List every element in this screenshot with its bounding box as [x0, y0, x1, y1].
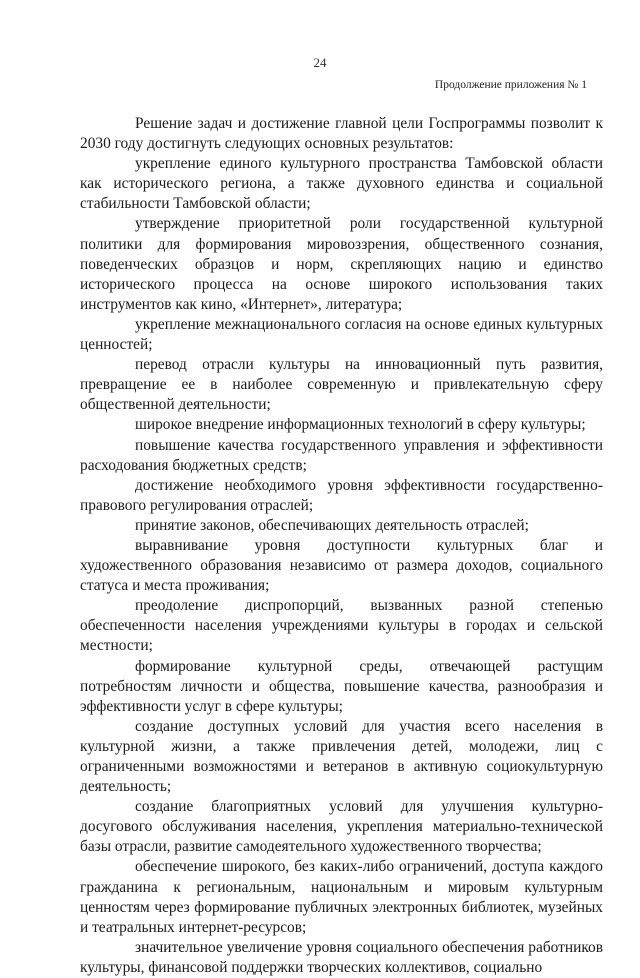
paragraph-result: преодоление диспропорций, вызванных разной степенью обеспеченности населения учреждениями культуры в городах и сельской местности; — [80, 597, 603, 655]
paragraph-result: достижение необходимого уровня эффективности государственно-правового регулирования отраслей; — [80, 476, 603, 514]
paragraph-result: утверждение приоритетной роли государственной культурной политики для формирования мировоззрения, общественного сознания, поведенческих образцов и норм, скрепляющих нацию и единство исторического процесса на основе широкого использования таких инструментов как кино, «Интернет», литература; — [80, 215, 603, 313]
paragraph-result: перевод отрасли культуры на инновационный путь развития, превращение ее в наиболее современную и привлекательную сферу общественной деятельности; — [80, 356, 603, 414]
paragraph-result: укрепление единого культурного пространства Тамбовской области как исторического региона, а также духовного единства и социальной стабильности Тамбовской области; — [80, 155, 603, 213]
paragraph-intro: Решение задач и достижение главной цели Госпрограммы позволит к 2030 году достигнуть следующих основных результатов: — [80, 115, 603, 153]
paragraph-result: выравнивание уровня доступности культурных благ и художественного образования независимо от размера доходов, социального статуса и места проживания; — [80, 536, 603, 595]
paragraph-result: значительное увеличение уровня социального обеспечения работников культуры, финансовой поддержки творческих коллективов, социально — [80, 938, 603, 976]
paragraph-result: создание доступных условий для участия всего населения в культурной жизни, а также привлечения детей, молодежи, лиц с ограниченными возможностями и ветеранов в активную социокультурную деятельность; — [80, 717, 603, 796]
paragraph-result: формирование культурной среды, отвечающей растущим потребностям личности и общества, повышение качества, разнообразия и эффективности услуг в сфере культуры; — [80, 657, 603, 715]
paragraph-result: повышение качества государственного управления и эффективности расходования бюджетных средств; — [80, 436, 603, 474]
page-number: 24 — [313, 55, 327, 70]
paragraph-result: обеспечение широкого, без каких-либо ограничений, доступа каждого гражданина к региональным, национальным и мировым культурным ценностям через формирование публичных электронных библиотек, музейных и театральных интернет-ресурсов; — [80, 858, 603, 936]
appendix-continuation-note: Продолжение приложения № 1 — [434, 79, 587, 91]
paragraph-result: создание благоприятных условий для улучшения культурно-досугового обслуживания населения, укрепления материально-технической базы отрасли, развитие самодеятельного художественного творчества; — [80, 798, 603, 856]
paragraph-result: принятие законов, обеспечивающих деятельность отраслей; — [135, 516, 529, 534]
paragraph-result: укрепление межнационального согласия на основе единых культурных ценностей; — [80, 315, 603, 354]
paragraph-result: широкое внедрение информационных технологий в сферу культуры; — [135, 416, 586, 434]
document-body — [80, 114, 603, 978]
